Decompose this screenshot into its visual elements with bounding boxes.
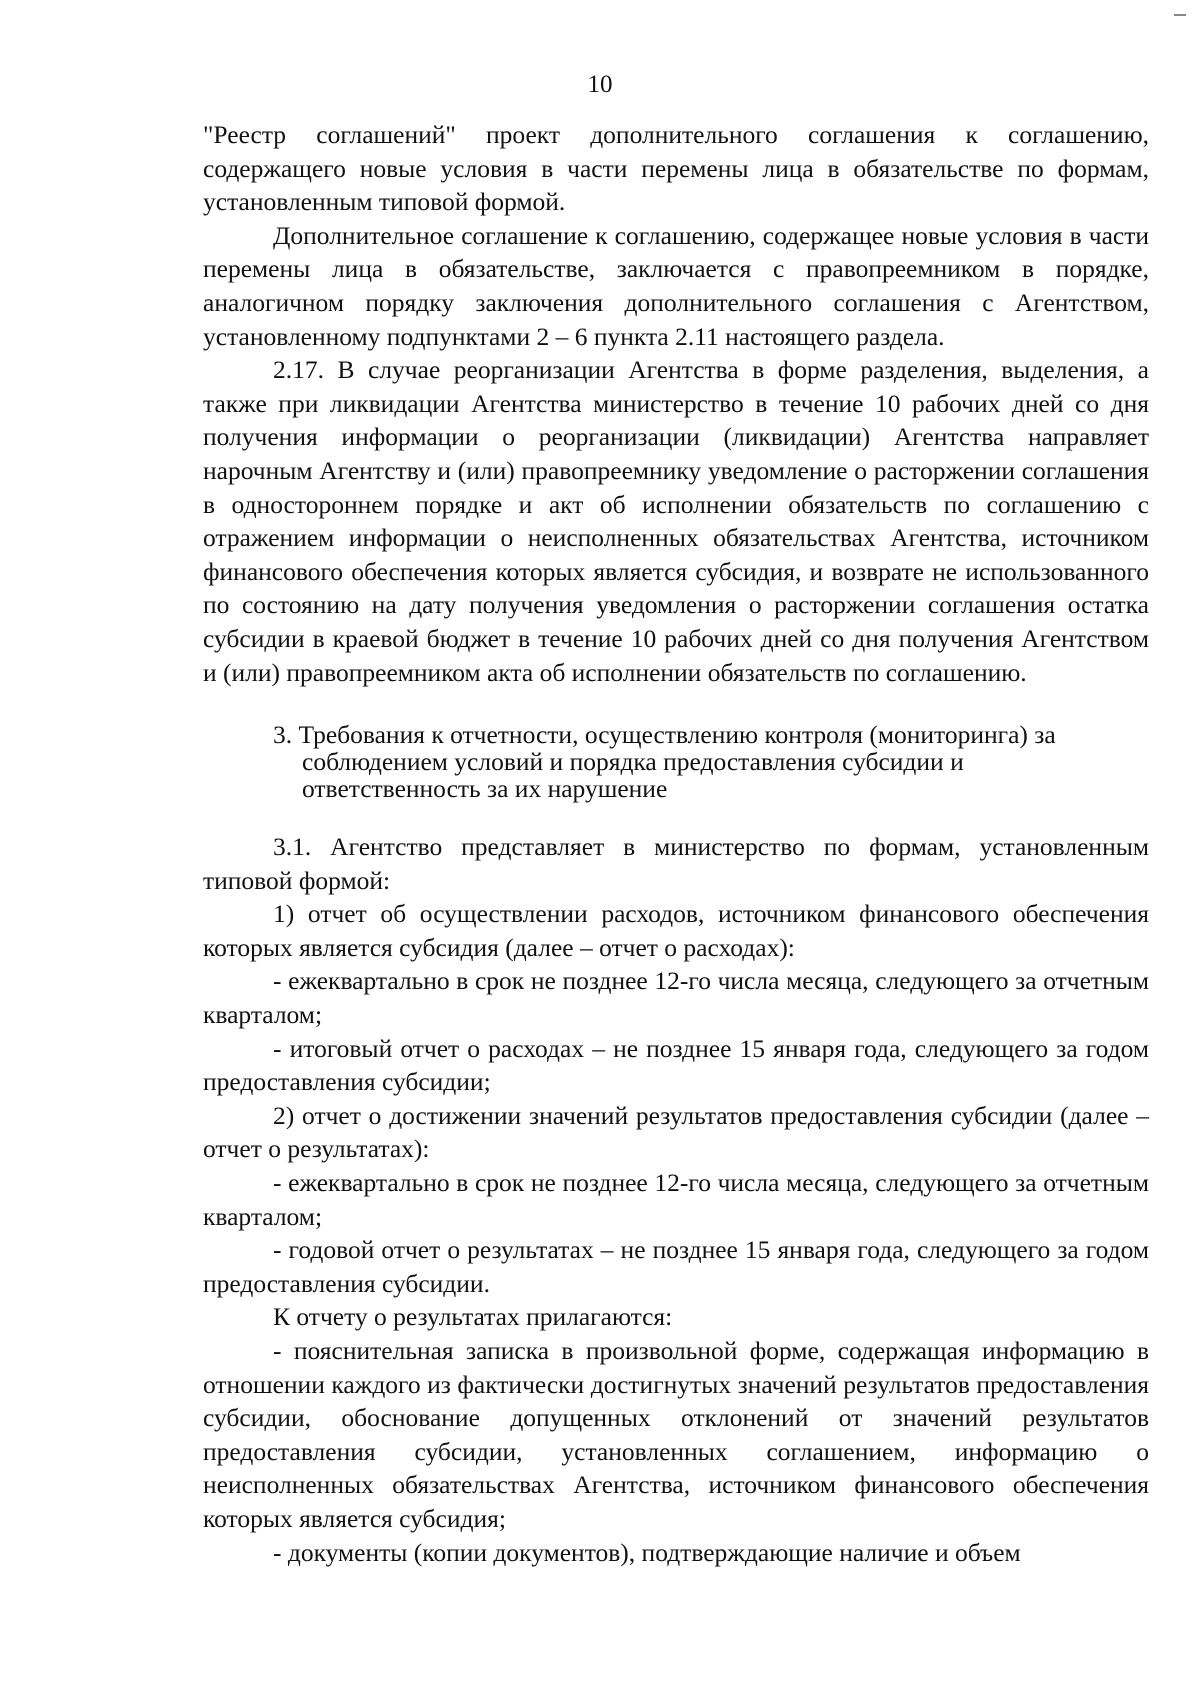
paragraph-quarterly-results: - ежеквартально в срок не позднее 12-го числа месяца, следующего за отчетным кварталом; [203, 1168, 1149, 1231]
scan-mark [1174, 14, 1186, 16]
paragraph-quarterly-expenses: - ежеквартально в срок не позднее 12-го числа месяца, следующего за отчетным кварталом; [203, 966, 1149, 1030]
paragraph-2-17: 2.17. В случае реорганизации Агентства в форме разделения, выделения, а также при ликвидации Агентства министерство в течение 10 рабочих дней со дня получения информации о реорганизации (ликвидации) Агентства направляет нарочным Агентству и (или) правопреемнику уведомление о расторжении соглашения в одностороннем порядке и акт об исполнении обязательств по соглашению с отражением информации о неисполненных обязательствах Агентства, источником финансового обеспечения которых является субсидия, и возврате не использованного по состоянию на дату получения уведомления о расторжении соглашения остатка субсидии в краевой бюджет в течение 10 рабочих дней со дня получения Агентством и (или) правопреемником акта об исполнении обязательств по соглашению. [203, 355, 1149, 687]
section-3-title-line1: Требования к отчетности, осуществлению контроля (мониторинга) за [298, 720, 1056, 750]
paragraph-documents: - документы (копии документов), подтверждающие наличие и объем [273, 1537, 1021, 1567]
paragraph-additional-agreement: Дополнительное соглашение к соглашению, содержащее новые условия в части перемены лица в обязательстве, заключается с правопреемником в порядке, аналогичном порядку заключения дополнительного соглашения с Агентством, установленному подпунктами 2 – 6 пункта 2.11 настоящего раздела. [203, 220, 1149, 351]
paragraph-annual-results: - годовой отчет о результатах – не позднее 15 января года, следующего за годом предоставления субсидии. [203, 1235, 1149, 1298]
paragraph-report-expenses: 1) отчет об осуществлении расходов, источником финансового обеспечения которых является субсидия (далее – отчет о расходах): [203, 899, 1149, 962]
paragraph-3-1: 3.1. Агентство представляет в министерство по формам, установленным типовой формой: [203, 832, 1149, 895]
paragraph-final-expenses: - итоговый отчет о расходах – не позднее 15 января года, следующего за годом предоставления субсидии; [203, 1033, 1149, 1097]
section-3-title-line2: соблюдением условий и порядка предоставления субсидии и [302, 747, 964, 777]
paragraph-report-results: 2) отчет о достижении значений результатов предоставления субсидии (далее – отчет о результатах): [203, 1100, 1149, 1164]
document-body [203, 118, 1149, 1569]
paragraph-attachments-intro: К отчету о результатах прилагаются: [273, 1302, 673, 1332]
section-3-title-line3: ответственность за их нарушение [302, 774, 668, 804]
paragraph-registry-continuation: "Реестр соглашений" проект дополнительного соглашения к соглашению, содержащего новые условия в части перемены лица в обязательстве по формам, установленным типовой формой. [203, 120, 1149, 217]
section-3-number: 3. [273, 720, 293, 750]
paragraph-explanatory-note: - пояснительная записка в произвольной форме, содержащая информацию в отношении каждого из фактически достигнутых значений результатов предоставления субсидии, обоснование допущенных отклонений от значений результатов предоставления субсидии, установленных соглашением, информацию о неисполненных обязательствах Агентства, источником финансового обеспечения которых является субсидия; [203, 1336, 1149, 1533]
page-number: 10 [587, 71, 613, 98]
section-3-heading [203, 721, 1149, 802]
